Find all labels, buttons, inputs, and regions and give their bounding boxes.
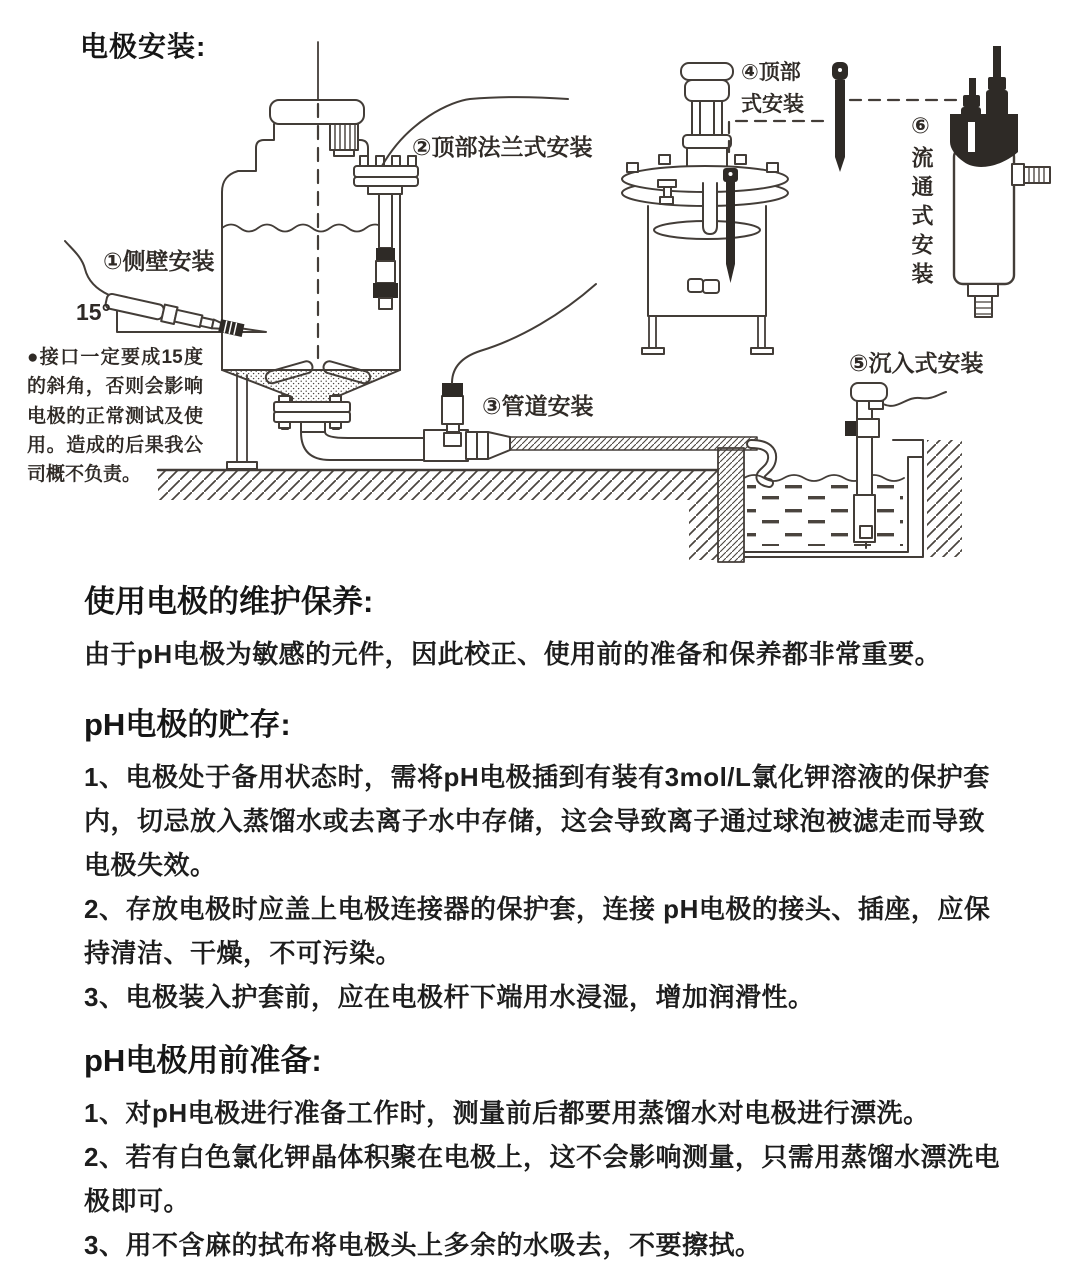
storage-item-1: 1、电极处于备用状态时，需将pH电极插到有装有3mol/L氯化钾溶液的保护套内，切忌放入蒸馏水或去离子水中存储，这会导致离子通过球泡被滤走而导致电极失效。 bbox=[84, 762, 990, 880]
water-dashes bbox=[747, 484, 903, 546]
preparation-item-3: 3、用不含麻的拭布将电极头上多余的水吸去，不要擦拭。 bbox=[84, 1230, 762, 1260]
label-flow-through-mount: ⑥流通式安装 bbox=[909, 114, 934, 291]
label-top-mount bbox=[741, 57, 804, 120]
tank-stand-leg bbox=[227, 373, 257, 469]
hatched-pipe bbox=[510, 437, 757, 450]
preparation-item-2: 2、若有白色氯化钾晶体积聚在电极上，这不会影响测量，只需用蒸馏水漂洗电极即可。 bbox=[84, 1142, 1000, 1216]
top-flange-electrode bbox=[373, 194, 398, 309]
flow-cell-bottom-fitting bbox=[968, 284, 998, 317]
submerged-tank bbox=[744, 383, 962, 557]
liquid-surface-wave bbox=[222, 225, 384, 232]
dashed-link-left bbox=[729, 121, 828, 152]
elbow-pipe-inner bbox=[325, 432, 424, 438]
installation-note: ●接口一定要成15度的斜角，否则会影响电极的正常测试及使用。造成的后果我公司概不负责。 bbox=[27, 347, 203, 485]
stirrer-tube bbox=[703, 183, 717, 234]
pipeline-electrode-cap bbox=[442, 383, 463, 397]
flow-cell bbox=[950, 46, 1050, 317]
label-top-flange-mount: ②顶部法兰式安装 bbox=[412, 134, 593, 160]
label-15-degrees: 15° bbox=[76, 299, 111, 325]
storage-item-3: 3、电极装入护套前，应在电极杆下端用水浸湿，增加润滑性。 bbox=[84, 982, 815, 1012]
section-preparation bbox=[84, 1042, 1002, 1267]
storage-heading: pH电极的贮存: bbox=[84, 707, 291, 742]
preparation-heading: pH电极用前准备: bbox=[84, 1043, 322, 1078]
section-maintenance bbox=[84, 583, 1002, 676]
top-flange-fitting bbox=[354, 156, 418, 194]
storage-item-2: 2、存放电极时应盖上电极连接器的保护套，连接 pH电极的接头、插座，应保持清洁、干燥，不可污染。 bbox=[84, 894, 991, 968]
section-storage bbox=[84, 706, 1002, 1019]
vessel-legs bbox=[642, 316, 773, 354]
flow-cell-body bbox=[954, 148, 1014, 284]
submerged-electrode-cable bbox=[883, 392, 946, 406]
label-pipeline-mount: ③管道安装 bbox=[482, 393, 594, 419]
label-side-wall-mount: ①侧壁安装 bbox=[103, 248, 215, 274]
preparation-item-1: 1、对pH电极进行准备工作时，测量前后都要用蒸馏水对电极进行漂洗。 bbox=[84, 1098, 930, 1128]
motor-ribbed-block bbox=[330, 124, 358, 156]
label-top-mount-line2: 式安装 bbox=[741, 92, 804, 116]
pipeline-electrode-body bbox=[442, 396, 463, 424]
flow-cell-side-port bbox=[1012, 164, 1050, 185]
reference-electrode bbox=[832, 62, 848, 172]
label-submerged-mount: ⑤沉入式安装 bbox=[849, 350, 984, 376]
pipeline-electrode-cable bbox=[452, 284, 596, 383]
page-title: 电极安装: bbox=[80, 31, 207, 62]
label-top-mount-line1: ④顶部 bbox=[741, 61, 801, 84]
vessel-motor bbox=[681, 63, 733, 183]
elbow-pipe-outer bbox=[301, 432, 424, 460]
flow-cell-connectors bbox=[950, 46, 1018, 167]
maintenance-heading: 使用电极的维护保养: bbox=[84, 584, 374, 619]
maintenance-paragraph: 由于pH电极为敏感的元件，因此校正、使用前的准备和保养都非常重要。 bbox=[84, 639, 942, 669]
bank-hatch bbox=[927, 440, 962, 557]
